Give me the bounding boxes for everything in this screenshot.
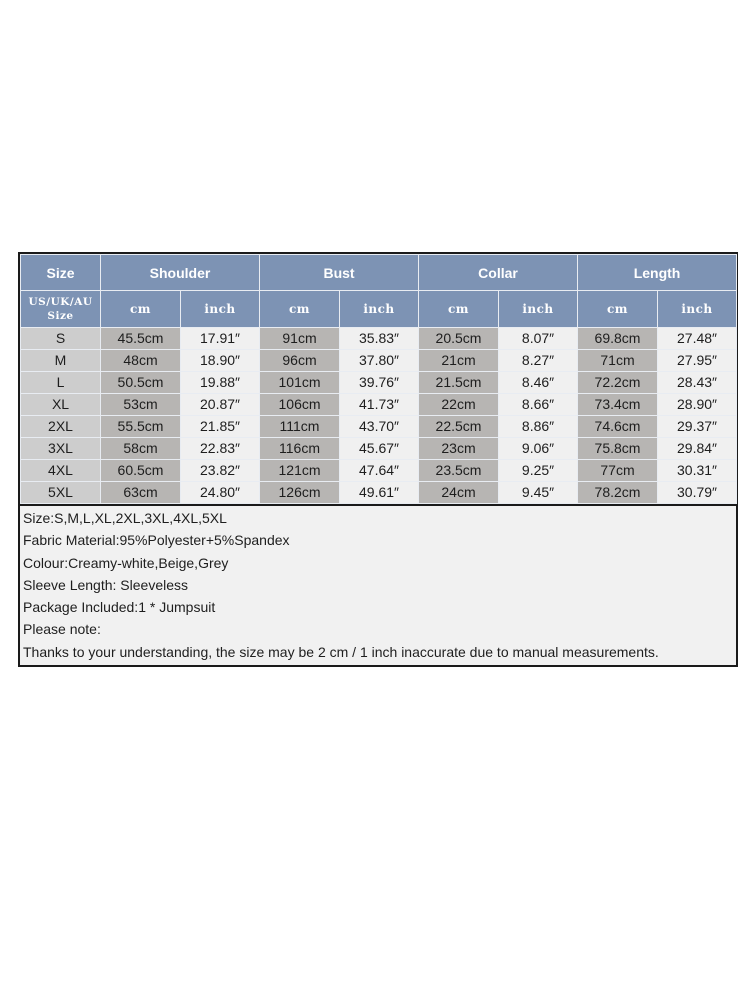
note-line: Sleeve Length: Sleeveless	[23, 576, 188, 593]
length-inch-cell: 29.84″	[658, 438, 737, 460]
collar-cm-cell: 22cm	[419, 394, 499, 416]
bust-cm-cell: 91cm	[260, 328, 340, 350]
collar-cm-cell: 22.5cm	[419, 416, 499, 438]
shoulder-cm-cell: 58cm	[101, 438, 181, 460]
header-bust: Bust	[260, 255, 419, 291]
shoulder-cm-cell: 48cm	[101, 350, 181, 372]
length-cm-cell: 77cm	[578, 460, 658, 482]
length-cm-cell: 74.6cm	[578, 416, 658, 438]
header-bust-inch: inch	[340, 291, 419, 328]
table-row	[21, 460, 737, 482]
bust-cm-cell: 121cm	[260, 460, 340, 482]
bust-inch-cell: 39.76″	[340, 372, 419, 394]
shoulder-cm-cell: 63cm	[101, 482, 181, 504]
collar-inch-cell: 9.45″	[499, 482, 578, 504]
header-row-units	[21, 291, 737, 328]
shoulder-inch-cell: 22.83″	[181, 438, 260, 460]
shoulder-cm-cell: 50.5cm	[101, 372, 181, 394]
collar-inch-cell: 8.46″	[499, 372, 578, 394]
shoulder-inch-cell: 23.82″	[181, 460, 260, 482]
size-cell: 4XL	[21, 460, 101, 482]
length-inch-cell: 30.79″	[658, 482, 737, 504]
header-collar-inch: inch	[499, 291, 578, 328]
collar-cm-cell: 23.5cm	[419, 460, 499, 482]
length-inch-cell: 27.95″	[658, 350, 737, 372]
shoulder-inch-cell: 19.88″	[181, 372, 260, 394]
collar-inch-cell: 8.86″	[499, 416, 578, 438]
shoulder-cm-cell: 60.5cm	[101, 460, 181, 482]
bust-inch-cell: 43.70″	[340, 416, 419, 438]
bust-inch-cell: 41.73″	[340, 394, 419, 416]
header-collar: Collar	[419, 255, 578, 291]
collar-inch-cell: 8.66″	[499, 394, 578, 416]
bust-cm-cell: 111cm	[260, 416, 340, 438]
table-row	[21, 350, 737, 372]
length-cm-cell: 75.8cm	[578, 438, 658, 460]
header-shoulder: Shoulder	[101, 255, 260, 291]
table-row	[21, 394, 737, 416]
header-size-region	[21, 291, 101, 328]
size-table	[20, 254, 737, 504]
shoulder-cm-cell: 53cm	[101, 394, 181, 416]
bust-cm-cell: 96cm	[260, 350, 340, 372]
bust-inch-cell: 35.83″	[340, 328, 419, 350]
shoulder-inch-cell: 24.80″	[181, 482, 260, 504]
collar-cm-cell: 20.5cm	[419, 328, 499, 350]
header-size: Size	[21, 255, 101, 291]
note-line: Package Included:1 * Jumpsuit	[23, 599, 216, 616]
bust-cm-cell: 106cm	[260, 394, 340, 416]
table-row	[21, 438, 737, 460]
size-chart	[18, 252, 738, 667]
table-row	[21, 328, 737, 350]
note-line: Colour:Creamy-white,Beige,Grey	[23, 554, 229, 571]
product-notes	[20, 504, 736, 665]
shoulder-cm-cell: 45.5cm	[101, 328, 181, 350]
length-inch-cell: 28.43″	[658, 372, 737, 394]
size-cell: XL	[21, 394, 101, 416]
bust-cm-cell: 116cm	[260, 438, 340, 460]
length-cm-cell: 71cm	[578, 350, 658, 372]
size-region-label: US/UK/AU	[28, 296, 93, 308]
length-inch-cell: 28.90″	[658, 394, 737, 416]
header-length-inch: inch	[658, 291, 737, 328]
bust-inch-cell: 37.80″	[340, 350, 419, 372]
size-cell: L	[21, 372, 101, 394]
header-length: Length	[578, 255, 737, 291]
bust-cm-cell: 126cm	[260, 482, 340, 504]
collar-inch-cell: 8.27″	[499, 350, 578, 372]
length-inch-cell: 29.37″	[658, 416, 737, 438]
size-cell: 3XL	[21, 438, 101, 460]
header-length-cm: cm	[578, 291, 658, 328]
header-shoulder-inch: inch	[181, 291, 260, 328]
collar-cm-cell: 21cm	[419, 350, 499, 372]
size-cell: M	[21, 350, 101, 372]
table-row	[21, 416, 737, 438]
collar-cm-cell: 21.5cm	[419, 372, 499, 394]
note-line: Thanks to your understanding, the size may be 2 cm / 1 inch inaccurate due to manual measurements.	[23, 643, 659, 660]
size-rows	[21, 328, 737, 504]
shoulder-inch-cell: 21.85″	[181, 416, 260, 438]
size-cell: 2XL	[21, 416, 101, 438]
bust-cm-cell: 101cm	[260, 372, 340, 394]
header-collar-cm: cm	[419, 291, 499, 328]
length-cm-cell: 69.8cm	[578, 328, 658, 350]
note-line: Fabric Material:95%Polyester+5%Spandex	[23, 532, 290, 549]
length-cm-cell: 72.2cm	[578, 372, 658, 394]
size-cell: S	[21, 328, 101, 350]
length-inch-cell: 27.48″	[658, 328, 737, 350]
collar-cm-cell: 24cm	[419, 482, 499, 504]
length-inch-cell: 30.31″	[658, 460, 737, 482]
length-cm-cell: 78.2cm	[578, 482, 658, 504]
collar-inch-cell: 9.06″	[499, 438, 578, 460]
collar-cm-cell: 23cm	[419, 438, 499, 460]
shoulder-cm-cell: 55.5cm	[101, 416, 181, 438]
bust-inch-cell: 47.64″	[340, 460, 419, 482]
note-line: Please note:	[23, 621, 101, 638]
table-row	[21, 482, 737, 504]
shoulder-inch-cell: 20.87″	[181, 394, 260, 416]
collar-inch-cell: 9.25″	[499, 460, 578, 482]
size-cell: 5XL	[21, 482, 101, 504]
size-label: Size	[47, 310, 74, 322]
bust-inch-cell: 49.61″	[340, 482, 419, 504]
length-cm-cell: 73.4cm	[578, 394, 658, 416]
header-shoulder-cm: cm	[101, 291, 181, 328]
table-row	[21, 372, 737, 394]
header-bust-cm: cm	[260, 291, 340, 328]
shoulder-inch-cell: 17.91″	[181, 328, 260, 350]
header-row-groups	[21, 255, 737, 291]
bust-inch-cell: 45.67″	[340, 438, 419, 460]
note-line: Size:S,M,L,XL,2XL,3XL,4XL,5XL	[23, 510, 227, 526]
shoulder-inch-cell: 18.90″	[181, 350, 260, 372]
collar-inch-cell: 8.07″	[499, 328, 578, 350]
